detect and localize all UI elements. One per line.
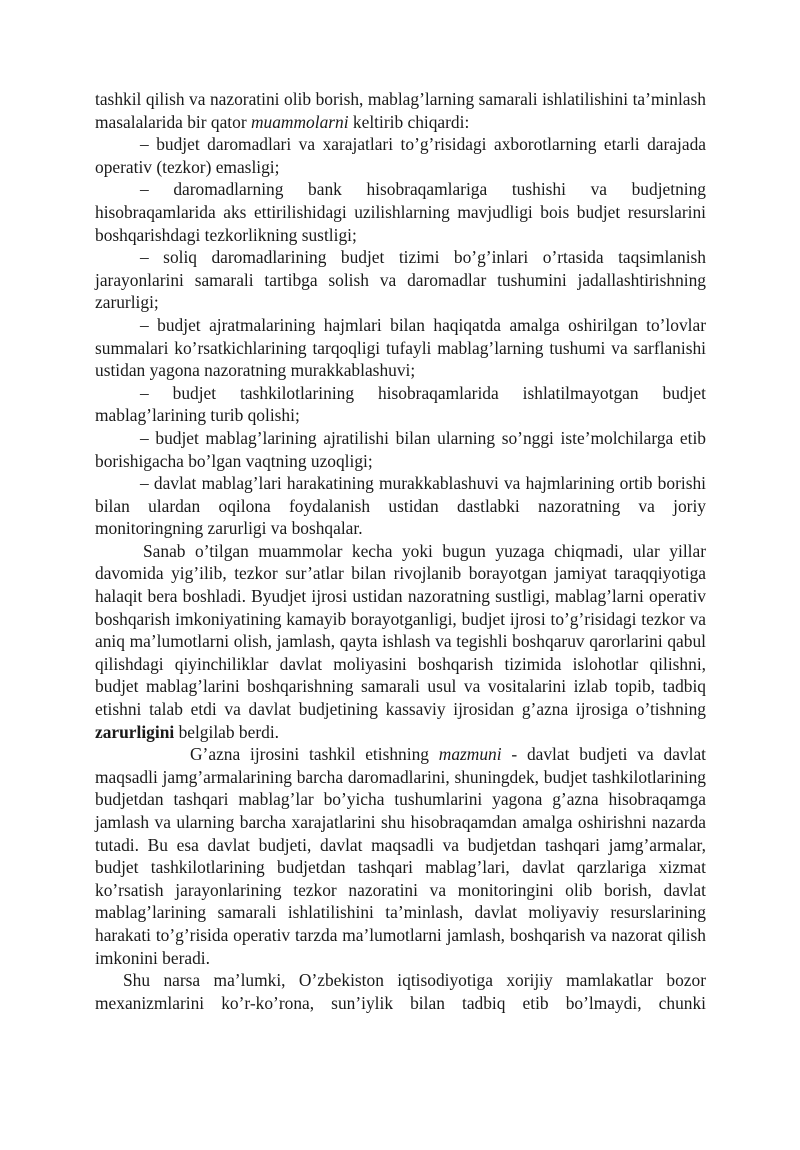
bold-term: zarurligini — [95, 721, 175, 742]
italic-term: muammolarni — [250, 111, 349, 132]
bullet-item-2: – daromadlarning bank hisobraqamlariga tushishi va budjetning hisobraqamlarida aks ettirilishidagi uzilishlarning mavjudligi bois budjet resurslarini boshqarishdagi tezkorlikning sustligi; — [95, 179, 706, 245]
document-page — [95, 88, 706, 1014]
paragraph-intro — [95, 88, 706, 133]
paragraph-final: Shu narsa ma’lumki, O’zbekiston iqtisodiyotiga xorijiy mamlakatlar bozor mexanizmlarini ko’r-ko’rona, sun’iylik bilan tadbiq etib bo’lmaydi, chunki — [95, 970, 706, 1013]
paragraph-problems — [95, 540, 706, 743]
paragraph-text: Sanab o’tilgan muammolar kecha yoki bugun yuzaga chiqmadi, ular yillar davomida yig’ilib, tezkor sur’atlar bilan rivojlanib borayotgan jamiyat taraqqiyotiga halaqit bera boshladi. Byudjet ijrosi ustidan nazoratning sustligi, mablag’larni operativ boshqarish imkoniyatining kamayib borayotganligi, budjet ijrosi to’g’risidagi tezkor va aniq ma’lumotlarni olish, jamlash, qayta ishlash va tegishli boshqaruv qarorlarini qabul qilishdagi qiyinchiliklar davlat moliyasini boshqarish tizimida islohotlar qilishni, budjet mablag’larini boshqarishning samarali usul va vositalarini izlab topib, tadbiq etishni talab etdi va davlat budjetining kassaviy ijrosidan g’azna ijrosiga o’tishning — [95, 540, 706, 720]
bullet-item-4: – budjet ajratmalarining hajmlari bilan haqiqatda amalga oshirilgan to’lovlar summalari ko’rsatkichlarining tarqoqligi tufayli mablag’larning tushumi va sarflanishi ustidan yagona nazoratning murakkablashuvi; — [95, 314, 706, 381]
paragraph-text: G’azna ijrosini tashkil etishning — [190, 744, 439, 765]
paragraph-treasury — [95, 743, 706, 969]
bullet-item-7: – davlat mablag’lari harakatining murakkablashuvi va hajmlarining ortib borishi bilan ulardan oqilona foydalanish ustidan dastlabki nazoratning va joriy monitoringning zarurligi va boshqalar. — [95, 473, 706, 539]
bullet-item-1: – budjet daromadlari va xarajatlari to’g’risidagi axborotlarning etarli darajada operativ (tezkor) emasligi; — [95, 134, 706, 177]
paragraph-tail: - davlat budjeti va davlat maqsadli jamg’armalarining barcha daromadlarini, shuningdek, budjet tashkilotlarining budjetdan tashqari mablag’lar bo’yicha tushumlarini yagona g’azna hisobraqamga jamlash va ularning barcha xarajatlarini shu hisobraqamdan amalga oshirishni nazarda tutadi. Bu esa davlat budjeti, davlat maqsadli va budjetdan tashqari jamg’armalar, budjet tashkilotlarining budjetdan tashqari mablag’lari, davlat qarzlariga xizmat ko’rsatish jarayonlarining tezkor nazoratini va monitoringini olib borish, davlat mablag’larining samarali ishlatilishini ta’minlash, davlat moliyaviy resurslarining harakati to’g’risida operativ tarzda ma’lumotlarni jamlash, boshqarish va nazorat qilish imkonini beradi. — [95, 744, 706, 968]
paragraph-tail: keltirib chiqardi: — [348, 111, 470, 132]
paragraph-text: tashkil qilish va nazoratini olib borish, mablag’larning samarali ishlatilishini ta’minlash masalalarida bir qator — [95, 89, 706, 132]
bullet-item-3: – soliq daromadlarining budjet tizimi bo’g’inlari o’rtasida taqsimlanish jarayonlarini samarali tartibga solish va daromadlar tushumini jadallashtirishning zarurligi; — [95, 247, 706, 313]
italic-term: mazmuni — [438, 744, 502, 765]
bullet-item-5: – budjet tashkilotlarining hisobraqamlarida ishlatilmayotgan budjet mablag’larining turib qolishi; — [95, 382, 706, 426]
bullet-item-6: – budjet mablag’larining ajratilishi bilan ularning so’nggi iste’molchilarga etib borishigacha bo’lgan vaqtning uzoqligi; — [95, 427, 706, 471]
paragraph-tail: belgilab berdi. — [174, 721, 280, 742]
